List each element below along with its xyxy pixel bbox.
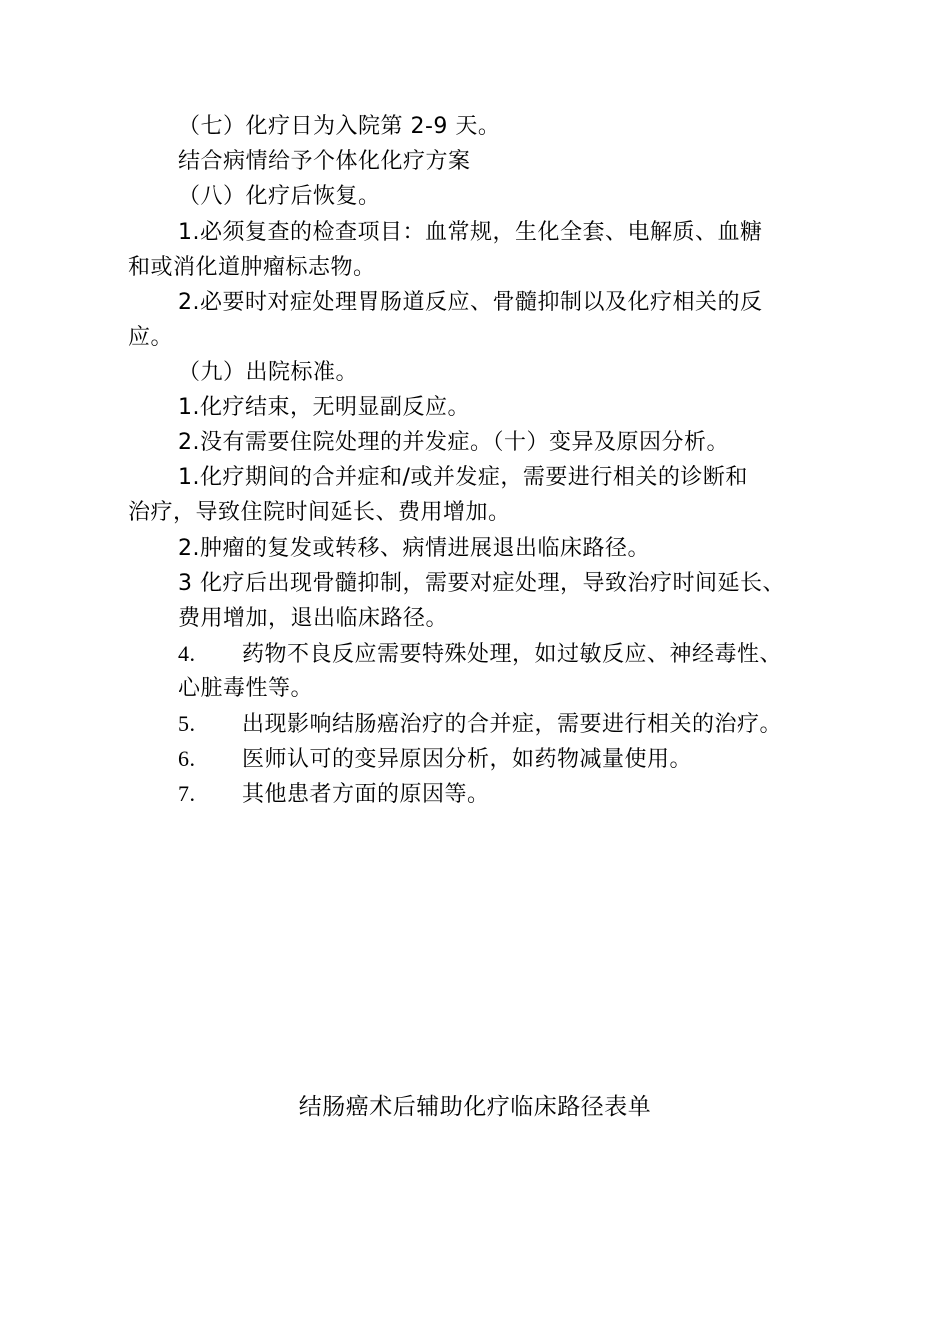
list-item-number: 5. xyxy=(178,711,196,736)
list-item-number: 4. xyxy=(178,641,196,666)
list-item-line: 1.必须复查的检查项目：血常规，生化全套、电解质、血糖 xyxy=(178,220,763,245)
list-item-line: 2.没有需要住院处理的并发症。（十）变异及原因分析。 xyxy=(178,430,729,455)
list-item-line xyxy=(178,777,490,812)
list-item-line: 1.化疗结束，无明显副反应。 xyxy=(178,395,470,420)
section-9-heading: （九）出院标准。 xyxy=(178,360,359,385)
list-item-text: 其他患者方面的原因等。 xyxy=(242,782,490,807)
list-item-continuation: 应。 xyxy=(128,325,174,350)
section-8-heading: （八）化疗后恢复。 xyxy=(178,184,381,209)
list-item-line xyxy=(178,637,782,672)
list-item-continuation: 治疗，导致住院时间延长、费用增加。 xyxy=(128,500,511,525)
list-item-line: 3 化疗后出现骨髓抑制，需要对症处理，导致治疗时间延长、 xyxy=(178,571,785,596)
list-item-line: 1.化疗期间的合并症和/或并发症，需要进行相关的诊断和 xyxy=(178,465,748,490)
list-item-number: 6. xyxy=(178,746,196,771)
list-item-line: 2.必要时对症处理胃肠道反应、骨髓抑制以及化疗相关的反 xyxy=(178,290,763,315)
list-item-number: 7. xyxy=(178,781,196,806)
list-item-text: 药物不良反应需要特殊处理，如过敏反应、神经毒性、 xyxy=(242,642,783,667)
list-item-text: 医师认可的变异原因分析，如药物减量使用。 xyxy=(242,747,693,772)
list-item-line xyxy=(178,742,692,777)
list-item-line xyxy=(178,707,782,742)
paragraph-line: 结合病情给予个体化化疗方案 xyxy=(178,149,471,174)
list-item-continuation: 和或消化道肿瘤标志物。 xyxy=(128,255,376,280)
list-item-continuation: 费用增加，退出临床路径。 xyxy=(178,606,449,631)
list-item-continuation: 心脏毒性等。 xyxy=(178,676,314,701)
list-item-line: 2.肿瘤的复发或转移、病情进展退出临床路径。 xyxy=(178,536,650,561)
form-title: 结肠癌术后辅助化疗临床路径表单 xyxy=(298,1094,652,1120)
list-item-text: 出现影响结肠癌治疗的合并症，需要进行相关的治疗。 xyxy=(242,712,783,737)
section-7-heading: （七）化疗日为入院第 2-9 天。 xyxy=(178,114,501,139)
